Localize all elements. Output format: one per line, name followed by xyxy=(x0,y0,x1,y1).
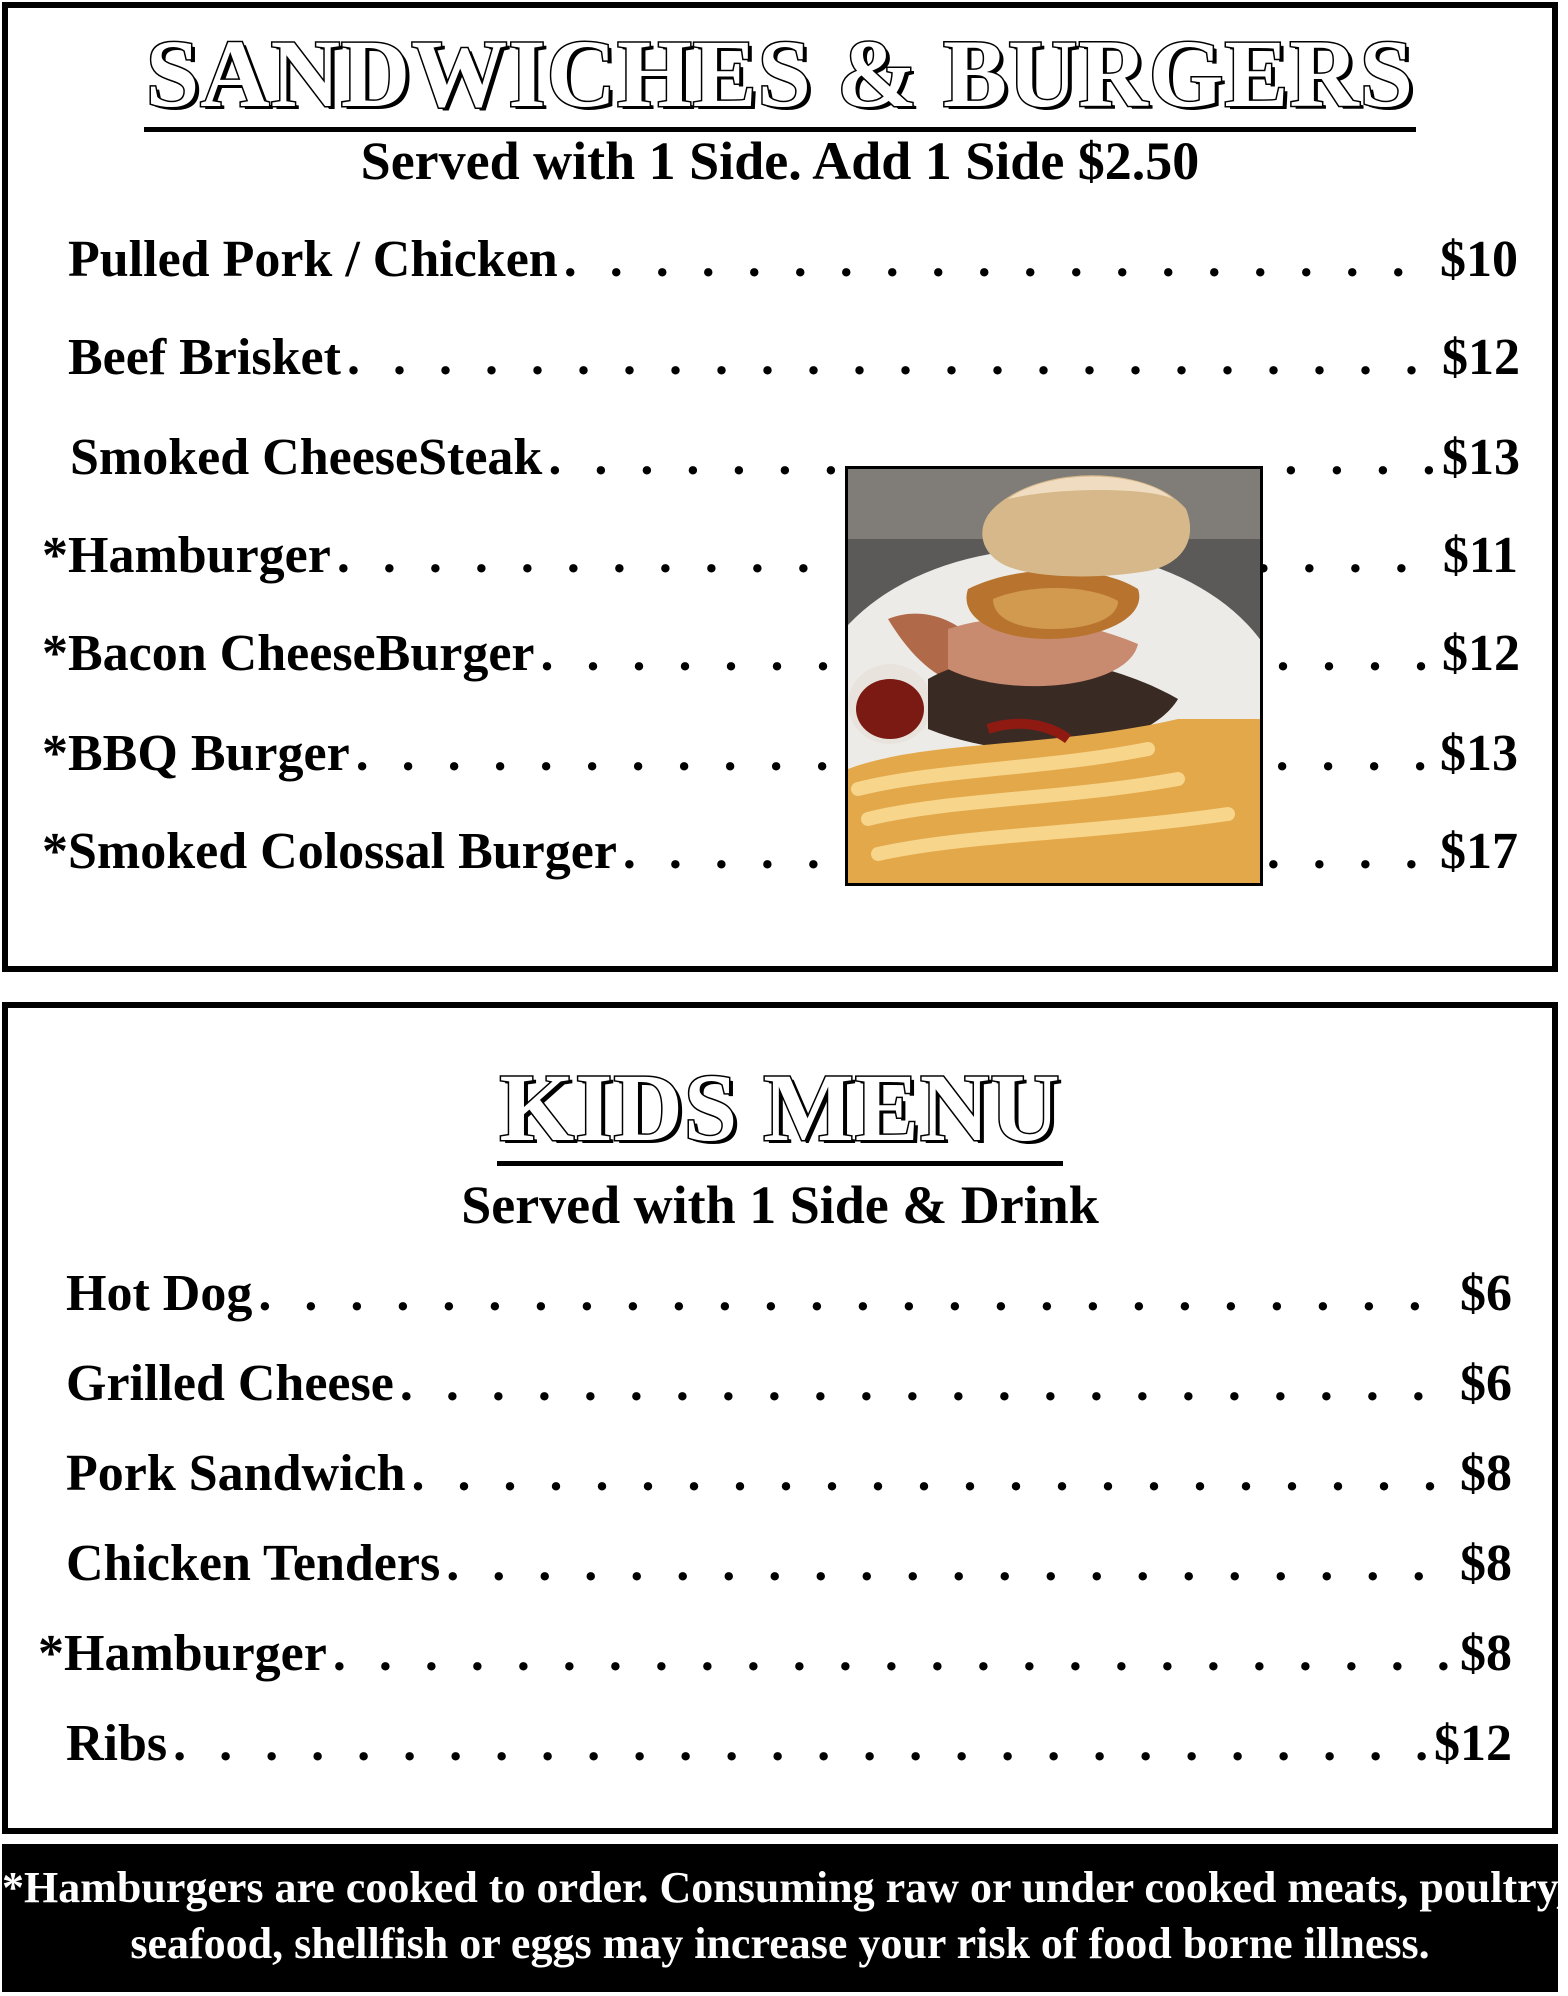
menu-item-price: $11 xyxy=(1442,527,1518,584)
disclaimer-line-1: *Hamburgers are cooked to order. Consuming raw or under cooked meats, poultry, xyxy=(2,1863,1568,1912)
menu-item-name: Smoked CheeseSteak xyxy=(70,429,543,486)
sandwiches-title: SANDWICHES & BURGERS xyxy=(8,18,1552,129)
menu-item xyxy=(68,328,1520,398)
food-safety-disclaimer xyxy=(2,1844,1568,1992)
menu-item-name: *Smoked Colossal Burger xyxy=(42,823,617,880)
menu-item-name: Grilled Cheese xyxy=(66,1355,394,1412)
menu-item xyxy=(66,1264,1512,1334)
menu-item xyxy=(66,1354,1512,1424)
kids-menu-subtitle: Served with 1 Side & Drink xyxy=(461,1175,1099,1235)
menu-item-price: $12 xyxy=(1434,1715,1512,1772)
menu-item-name: Ribs xyxy=(66,1715,168,1772)
kids-menu-title: KIDS MENU xyxy=(8,1052,1552,1163)
menu-item xyxy=(68,230,1518,300)
leader-dots xyxy=(258,1264,1454,1323)
leader-dots xyxy=(400,1354,1454,1413)
menu-item-name: *Bacon CheeseBurger xyxy=(42,625,535,682)
menu-item-name: *BBQ Burger xyxy=(42,725,350,782)
menu-item-price: $8 xyxy=(1460,1535,1512,1592)
menu-item-name: Chicken Tenders xyxy=(66,1535,441,1592)
leader-dots xyxy=(564,230,1434,289)
menu-item-name: Pork Sandwich xyxy=(66,1445,406,1502)
leader-dots xyxy=(173,1714,1428,1773)
menu-item-name: *Hamburger xyxy=(38,1625,327,1682)
menu-item xyxy=(42,822,1518,892)
menu-item xyxy=(70,428,1520,498)
menu-item xyxy=(42,624,1520,694)
menu-item-price: $12 xyxy=(1442,625,1520,682)
menu-item-price: $12 xyxy=(1442,329,1520,386)
menu-item-price: $8 xyxy=(1460,1445,1512,1502)
disclaimer-line-2: seafood, shellfish or eggs may increase your risk of food borne illness. xyxy=(130,1919,1430,1968)
menu-item-price: $13 xyxy=(1440,725,1518,782)
leader-dots xyxy=(347,328,1436,387)
leader-dots xyxy=(412,1444,1454,1503)
burger-illustration xyxy=(848,469,1260,883)
menu-item-name: Hot Dog xyxy=(66,1265,253,1322)
menu-item xyxy=(66,1534,1512,1604)
menu-item-name: Beef Brisket xyxy=(68,329,341,386)
menu-item xyxy=(66,1444,1512,1514)
menu-item-name: *Hamburger xyxy=(42,527,331,584)
menu-item xyxy=(66,1714,1512,1784)
menu-item-name: Pulled Pork / Chicken xyxy=(68,231,558,288)
leader-dots xyxy=(333,1624,1454,1683)
sandwiches-subtitle: Served with 1 Side. Add 1 Side $2.50 xyxy=(360,131,1200,191)
menu-item-price: $13 xyxy=(1442,429,1520,486)
menu-item xyxy=(42,724,1518,794)
menu-item xyxy=(42,526,1518,596)
leader-dots xyxy=(446,1534,1454,1593)
sandwiches-panel xyxy=(2,2,1558,972)
menu-item-price: $10 xyxy=(1440,231,1518,288)
menu-item-price: $6 xyxy=(1460,1355,1512,1412)
menu-item xyxy=(38,1624,1512,1694)
kids-menu-panel xyxy=(2,1002,1558,1834)
menu-item-price: $17 xyxy=(1440,823,1518,880)
burger-photo xyxy=(845,466,1263,886)
menu-item-price: $6 xyxy=(1460,1265,1512,1322)
menu-item-price: $8 xyxy=(1460,1625,1512,1682)
